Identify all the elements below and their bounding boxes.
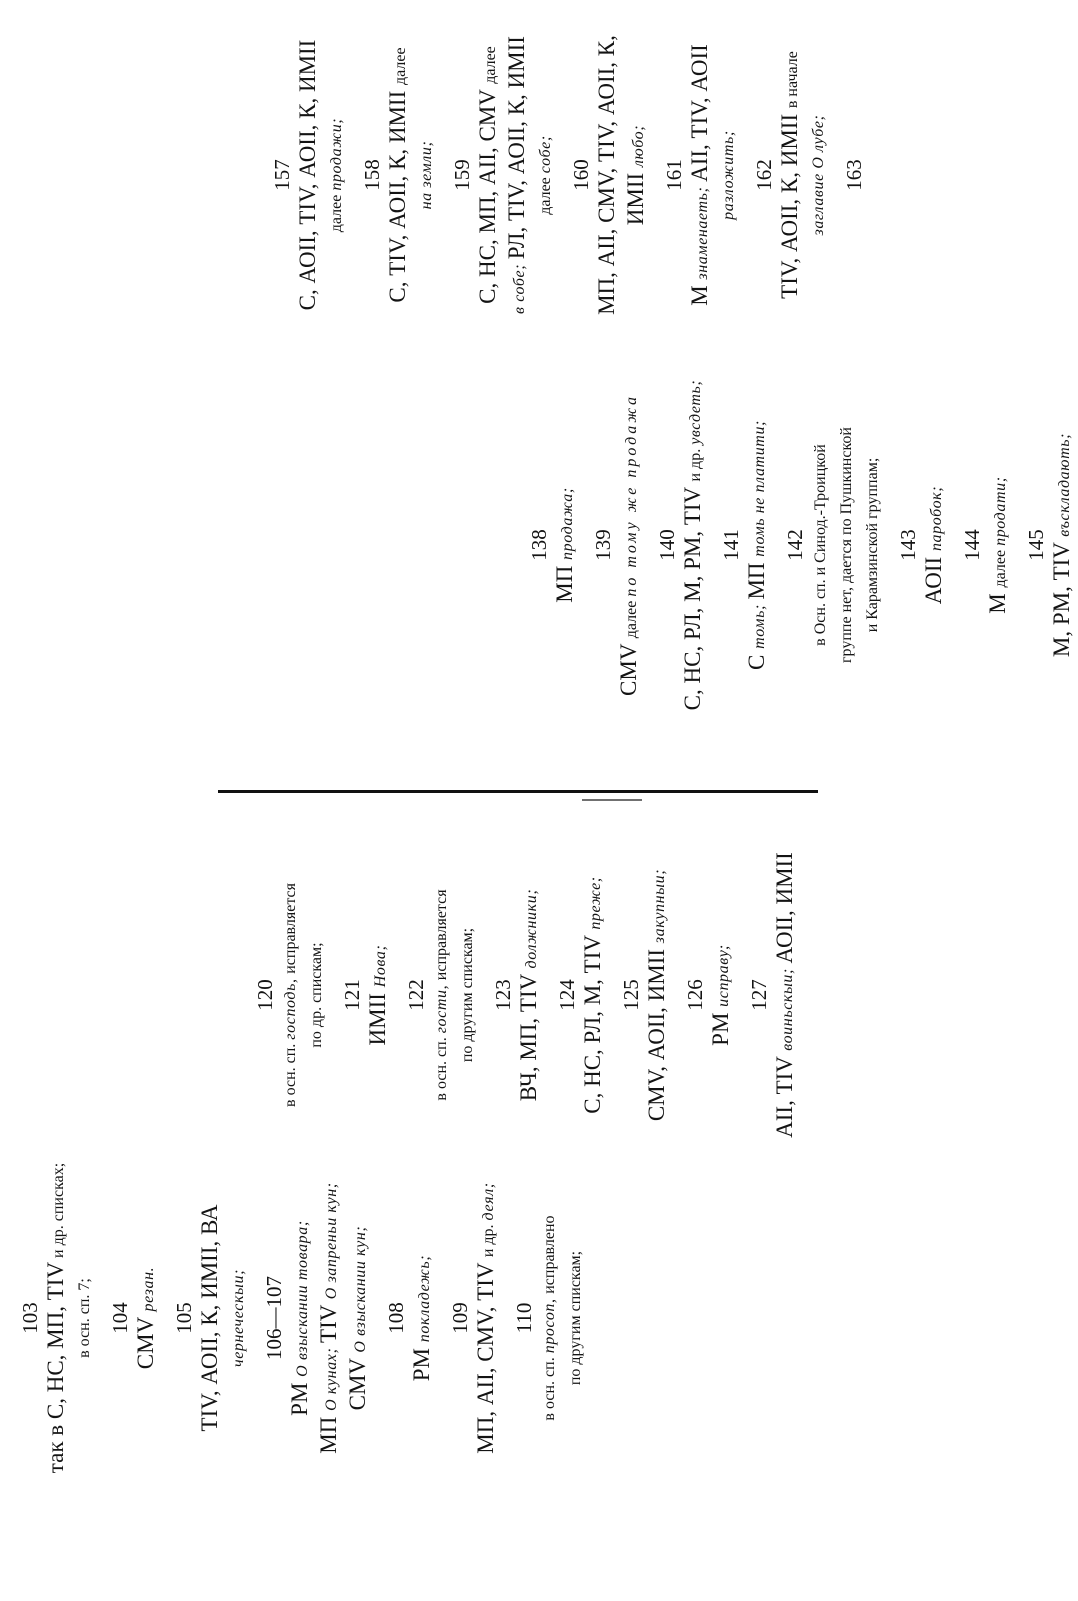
note-variant-reading: знаменаеть; — [694, 181, 711, 280]
note-text: М — [687, 279, 712, 306]
note-line — [429, 790, 455, 1200]
note-text: РМ — [409, 1342, 434, 1382]
note-number: 160 — [569, 159, 593, 191]
note-text: далее — [537, 173, 554, 215]
note-number: 162 — [752, 159, 776, 191]
note-number: 125 — [619, 979, 643, 1011]
note-text: РМ — [708, 1006, 733, 1046]
note-variant-reading: Нова; — [372, 944, 389, 988]
note-variant-reading: О лубе; — [810, 114, 827, 169]
note-line — [295, 10, 324, 340]
note-line — [744, 335, 773, 755]
note-number: 105 — [172, 1302, 196, 1334]
note-text: в начале — [784, 51, 801, 109]
note-variant-reading: преже; — [587, 876, 604, 930]
note-text: далее — [482, 46, 499, 84]
note-line — [72, 1048, 98, 1588]
note-number: 157 — [270, 159, 294, 191]
note-text: МП, АII, СМV, ТIV — [473, 1257, 498, 1454]
note-line — [43, 1048, 72, 1588]
note-variant-reading: исправу; — [715, 944, 732, 1007]
note-line — [414, 10, 440, 340]
note-text: и др. — [480, 1220, 497, 1258]
note-text: РМ — [287, 1376, 312, 1416]
note-number: 140 — [655, 529, 679, 561]
note-text: С, ТIV, АОII, К, ИМII — [385, 85, 410, 303]
note-line — [772, 790, 801, 1200]
notes-column-138-145 — [527, 335, 1078, 755]
note-text: С, АОII, ТIV, АОII, К, ИМII — [295, 39, 320, 311]
note-variant-reading: продажи; — [328, 117, 345, 191]
separator-rule — [218, 790, 818, 793]
note-variant-reading: на земли; — [418, 140, 435, 210]
note-variant-reading: О взыскании кун; — [352, 1225, 369, 1353]
note-text: и др. списках; — [50, 1162, 67, 1262]
note-number: 159 — [450, 159, 474, 191]
note-number: 120 — [253, 979, 277, 1011]
note-text: РЛ, ТIV, АОII, К, ИМII — [504, 36, 529, 260]
note-number: 158 — [360, 159, 384, 191]
note-text: М, РМ, ТIV — [1049, 536, 1074, 658]
separator-rule-fragment — [582, 799, 642, 801]
note-number: 127 — [747, 979, 771, 1011]
note-text: АII, ТIV, АОII — [687, 44, 712, 182]
note-line — [552, 335, 581, 755]
note-text: в осн. сп. — [282, 1039, 299, 1107]
note-variant-reading: собе; — [537, 135, 554, 174]
note-text: далее — [992, 545, 1009, 588]
note-line — [616, 335, 645, 755]
note-text: ТIV — [316, 1299, 341, 1343]
note-text: далее — [623, 596, 640, 639]
note-number: 122 — [404, 979, 428, 1011]
notes-column-157-163 — [270, 10, 867, 340]
note-text: в осн. сп. — [433, 1033, 450, 1101]
note-variant-reading: продажа; — [559, 487, 576, 560]
note-variant-reading: разложить; — [720, 130, 737, 220]
note-text: М — [985, 587, 1010, 614]
note-text: С, НС, МП, АII, СМV — [475, 83, 500, 304]
note-text: ИМII — [365, 987, 390, 1046]
note-variant-reading: О взыскании товара; — [294, 1220, 311, 1377]
note-text: СМV — [345, 1352, 370, 1411]
note-line — [921, 335, 950, 755]
note-line — [716, 10, 742, 340]
note-number: 139 — [591, 529, 615, 561]
note-text: АОII — [921, 551, 946, 605]
note-line — [808, 335, 834, 755]
note-line — [324, 10, 350, 340]
note-variant-reading: воиньскыи; — [779, 963, 796, 1051]
note-text: ВЧ, МП, ТIV — [516, 968, 541, 1102]
note-variant-reading: паробок; — [928, 485, 945, 552]
note-text: АII, ТIV — [772, 1050, 797, 1138]
note-line — [580, 790, 609, 1200]
note-text: исправляется — [282, 883, 299, 974]
note-variant-reading: закупныи; — [651, 868, 668, 944]
note-number: 108 — [384, 1302, 408, 1334]
note-variant-reading: О запреньи кун; — [323, 1182, 340, 1300]
note-variant-reading: господь, — [282, 973, 299, 1040]
note-text: ТIV, АОII, К, ИМII, ВА — [197, 1204, 222, 1432]
note-number: 142 — [783, 529, 807, 561]
note-text: АОII, ИМII — [772, 852, 797, 964]
note-number: 163 — [842, 159, 866, 191]
note-number: 126 — [683, 979, 707, 1011]
note-line — [533, 10, 559, 340]
note-text: так в С, НС, МП, ТIV — [43, 1261, 68, 1474]
note-text: и Карамзинской группам; — [864, 457, 881, 633]
note-number: 106—107 — [262, 1276, 286, 1360]
note-variant-reading: покладежь; — [416, 1254, 433, 1343]
note-line — [834, 335, 860, 755]
note-line — [504, 10, 533, 340]
note-number: 109 — [448, 1302, 472, 1334]
note-text: группе нет, дается по Пушкинской — [838, 427, 855, 663]
note-variant-reading: в собе; — [511, 259, 528, 314]
note-line — [806, 10, 832, 340]
note-line — [644, 790, 673, 1200]
note-line — [680, 335, 709, 755]
note-line — [708, 790, 737, 1200]
note-number: 138 — [527, 529, 551, 561]
note-line — [455, 790, 481, 1200]
note-line — [687, 10, 716, 340]
note-variant-reading: гости, — [433, 980, 450, 1034]
note-text: МП — [316, 1410, 341, 1454]
note-number: 144 — [960, 529, 984, 561]
note-variant-reading: чернеческыи; — [230, 1268, 247, 1368]
note-number: 161 — [662, 159, 686, 191]
note-line — [516, 790, 545, 1200]
note-variant-reading: въскладають; — [1056, 432, 1073, 537]
note-text: ИМII — [623, 167, 648, 226]
note-number: 141 — [719, 529, 743, 561]
note-text: СМV — [133, 1311, 158, 1370]
notes-column-120-127 — [253, 790, 801, 1200]
note-text: по другим спискам; — [567, 1250, 584, 1386]
note-text: по другим спискам; — [459, 927, 476, 1063]
note-line — [304, 790, 330, 1200]
note-text: и др. — [687, 444, 704, 482]
note-number: 145 — [1024, 529, 1048, 561]
note-number: 104 — [108, 1302, 132, 1334]
note-text: в осн. сп. 7; — [76, 1278, 93, 1358]
note-line — [278, 790, 304, 1200]
note-line — [623, 10, 652, 340]
note-variant-reading: заглавие — [810, 168, 827, 236]
note-text: далее — [328, 190, 345, 233]
note-line — [226, 1048, 252, 1588]
note-line — [197, 1048, 226, 1588]
note-variant-reading: резан. — [140, 1266, 157, 1312]
note-variant-reading: должники; — [523, 888, 540, 969]
note-line — [385, 10, 414, 340]
note-variant-reading: томь не платити; — [751, 420, 768, 557]
note-text: МП — [552, 559, 577, 603]
note-text: по др. спискам; — [308, 942, 325, 1048]
note-text: СМV, АОII, ИМII — [644, 943, 669, 1122]
note-variant-reading: томь; — [751, 599, 768, 649]
note-line — [475, 10, 504, 340]
note-variant-reading: увсдеть; — [687, 379, 704, 445]
note-number: 103 — [18, 1302, 42, 1334]
note-line — [133, 1048, 162, 1588]
note-line — [1049, 335, 1078, 755]
note-text: С, НС, РЛ, М, ТIV — [580, 929, 605, 1114]
note-text: МП — [744, 556, 769, 600]
note-variant-reading: продати; — [992, 476, 1009, 546]
note-number: 121 — [340, 979, 364, 1011]
note-number: 124 — [555, 979, 579, 1011]
note-variant-reading: по тому же продажа — [623, 394, 640, 597]
note-variant-reading: О кунах; — [323, 1342, 340, 1411]
note-variant-reading: просоп, — [541, 1293, 558, 1354]
note-line — [985, 335, 1014, 755]
note-text: СМV — [616, 638, 641, 696]
note-text: исправляется — [433, 889, 450, 981]
note-text: ТIV, АОII, К, ИМII — [777, 108, 802, 299]
note-text: МП, АII, СМV, ТIV, АОII, К, — [594, 35, 619, 315]
note-text: С — [744, 648, 769, 670]
note-text: С, НС, РЛ, М, РМ, ТIV — [680, 481, 705, 711]
note-line — [365, 790, 394, 1200]
note-variant-reading: деял; — [480, 1182, 497, 1221]
note-line — [860, 335, 886, 755]
note-text: исправлено — [541, 1215, 558, 1294]
note-line — [594, 10, 623, 340]
note-text: в осн. сп. — [541, 1353, 558, 1421]
note-variant-reading: любо; — [630, 124, 647, 168]
note-number: 123 — [491, 979, 515, 1011]
note-number: 110 — [512, 1302, 536, 1334]
note-text: в Осн. сп. и Синод.-Троицкой — [812, 444, 829, 646]
note-number: 143 — [896, 529, 920, 561]
note-text: далее — [392, 47, 409, 86]
note-line — [777, 10, 806, 340]
